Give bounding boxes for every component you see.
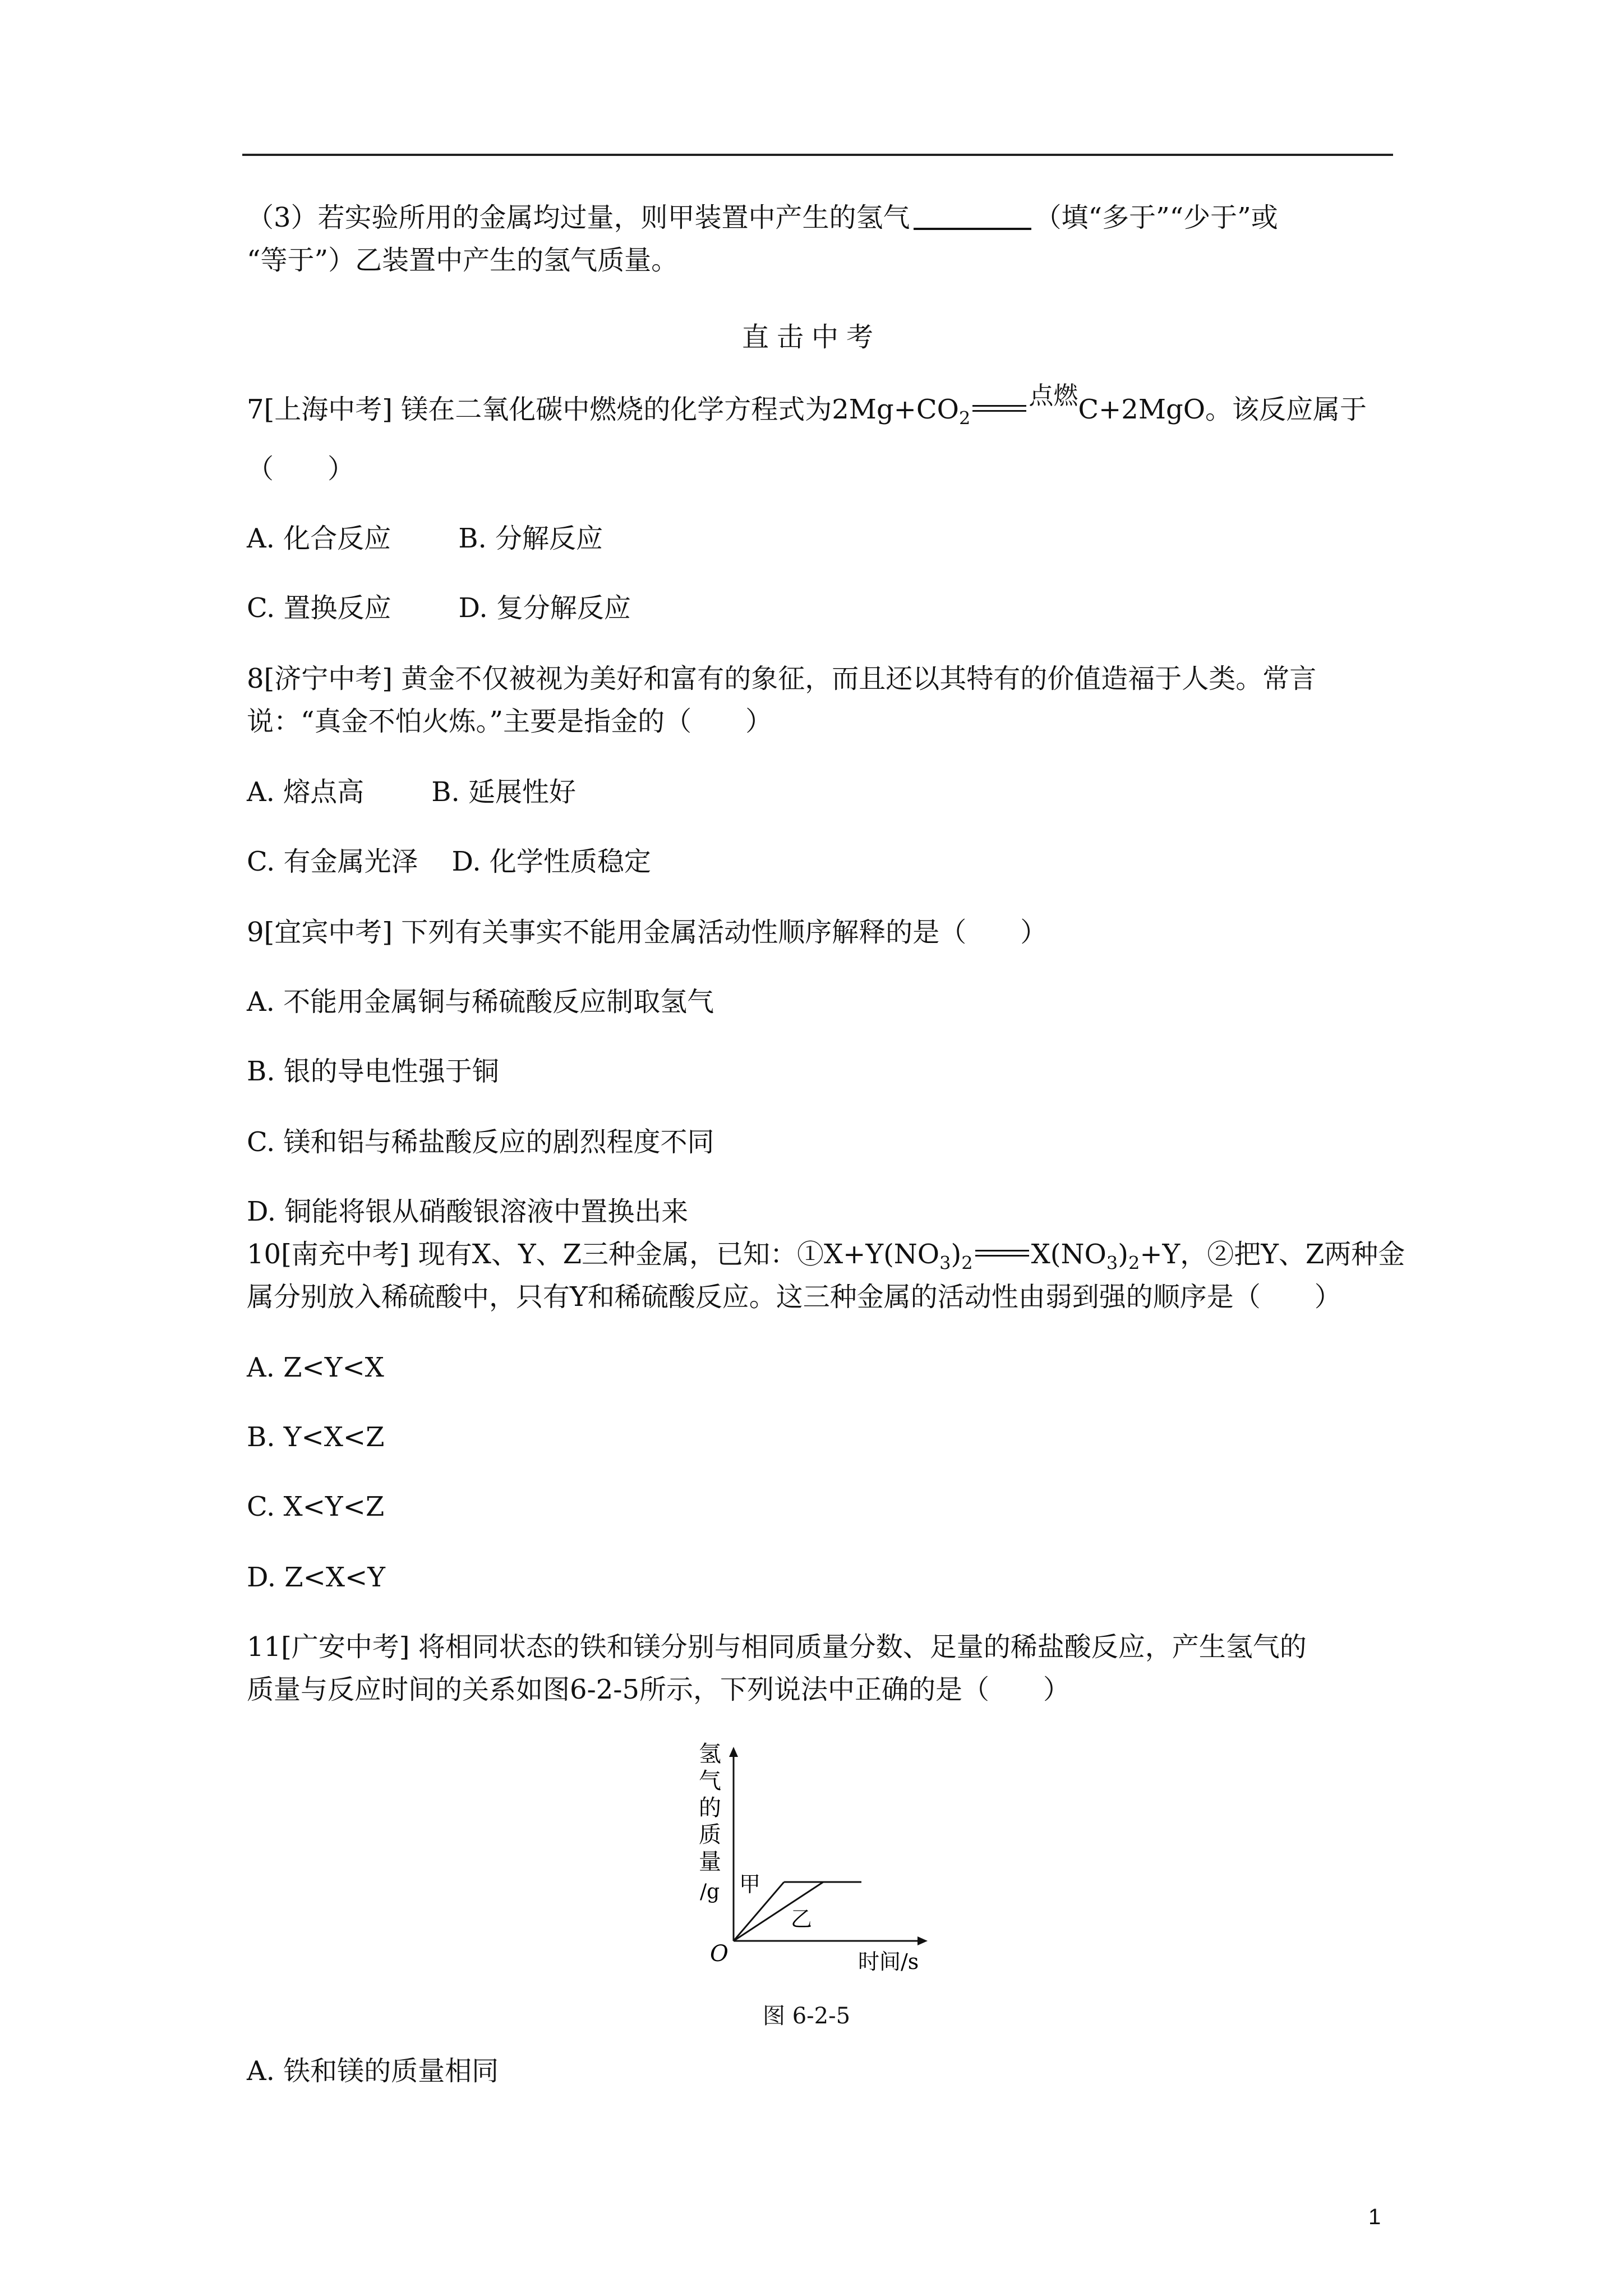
y-label-unit: /g [700,1880,720,1903]
q8-option-d[interactable]: D. 化学性质稳定 [451,846,651,877]
q11-stem-line2: 质量与反应时间的关系如图6-2-5所示，下列说法中正确的是（ ） [247,1674,1071,1705]
q9-option-d[interactable]: D. 铜能将银从硝酸银溶液中置换出来 [247,1196,689,1227]
x-axis-label: 时间/s [858,1949,919,1974]
y-axis-arrow [729,1747,738,1757]
hydrogen-mass-figure [695,1739,942,1991]
page-number: 1 [1368,2205,1381,2229]
q10-text-e: +Y，②把Y、Z两种金 [1140,1239,1405,1270]
q6-part3-prefix: （3）若实验所用的金属均过量，则甲装置中产生的氢气 [247,202,910,233]
q10-text-d: ) [1118,1239,1128,1270]
subscript: 3 [1106,1252,1118,1274]
y-label-char: 量 [699,1849,721,1875]
q8-stem-line1: 8[济宁中考] 黄金不仅被视为美好和富有的象征，而且还以其特有的价值造福于人类。常言 [247,663,1317,694]
q8-option-c[interactable]: C. 有金属光泽 [247,846,418,877]
series-jia-label: 甲 [739,1872,761,1897]
q11-option-a[interactable]: A. 铁和镁的质量相同 [247,2055,499,2087]
section-title: 直击中考 [741,321,881,353]
equation-arrow [975,1250,1029,1257]
q6-part3-line1 [247,201,1278,234]
subscript: 3 [939,1252,951,1274]
q7-stem [247,381,1367,435]
q7-stem-text: 7[上海中考] 镁在二氧化碳中燃烧的化学方程式为2Mg+CO [247,394,959,425]
q6-part3-suffix: （填“多于”“少于”或 [1034,202,1278,233]
q9-option-c[interactable]: C. 镁和铝与稀盐酸反应的剧烈程度不同 [247,1126,714,1158]
subscript: 2 [1128,1252,1140,1274]
figure-caption: 图 6-2-5 [763,2003,851,2029]
q10-option-b[interactable]: B. Y<X<Z [247,1421,385,1453]
series-yi-label: 乙 [791,1907,813,1931]
q7-options-row2 [247,591,631,625]
figure-graph [695,1739,942,1991]
q7-stem-suffix: C+2MgO。该反应属于 [1078,394,1367,425]
q10-text-b: ) [951,1239,962,1270]
header-rule [242,154,1393,156]
q8-option-b[interactable]: B. 延展性好 [431,776,576,808]
q7-option-c[interactable]: C. 置换反应 [247,592,391,624]
q8-options-row1 [247,775,576,809]
q7-option-d[interactable]: D. 复分解反应 [458,592,631,624]
q9-option-b[interactable]: B. 银的导电性强于铜 [247,1056,499,1087]
reaction-condition: 点燃 [1029,381,1078,410]
x-axis-arrow [917,1936,928,1945]
q7-option-b[interactable]: B. 分解反应 [458,523,603,554]
origin-label: O [710,1941,728,1967]
q10-option-a[interactable]: A. Z<Y<X [247,1352,384,1383]
q7-option-a[interactable]: A. 化合反应 [247,523,391,554]
q7-blank: （ ） [247,453,355,485]
q7-options-row1 [247,522,603,555]
q8-options-row2 [247,845,651,878]
y-label-char: 的 [699,1795,721,1821]
q10-option-d[interactable]: D. Z<X<Y [247,1562,385,1593]
y-label-char: 氢 [699,1741,721,1767]
q8-stem-line2: 说：“真金不怕火炼。”主要是指金的（ ） [247,706,773,737]
subscript: 2 [961,1252,973,1274]
q9-stem: 9[宜宾中考] 下列有关事实不能用金属活动性顺序解释的是（ ） [247,917,1048,948]
equation-arrow [972,405,1026,412]
y-label-char: 气 [699,1768,721,1794]
q6-part3-line2: “等于”）乙装置中产生的氢气质量。 [247,245,679,276]
answer-blank[interactable] [914,228,1031,230]
q8-option-a[interactable]: A. 熔点高 [247,776,365,808]
q10-text-a: 10[南充中考] 现有X、Y、Z三种金属，已知：①X+Y(NO [247,1239,940,1270]
q10-option-c[interactable]: C. X<Y<Z [247,1491,385,1522]
subscript: 2 [958,407,971,429]
y-label-char: 质 [699,1822,721,1848]
q10-stem-line2: 属分别放入稀硫酸中，只有Y和稀硫酸反应。这三种金属的活动性由弱到强的顺序是（ ） [247,1281,1341,1313]
q11-stem-line1: 11[广安中考] 将相同状态的铁和镁分别与相同质量分数、足量的稀盐酸反应，产生氢气的 [247,1631,1307,1663]
q10-stem-line1 [247,1237,1405,1280]
q9-option-a[interactable]: A. 不能用金属铜与稀硫酸反应制取氢气 [247,986,714,1018]
q10-text-c: X(NO [1031,1239,1106,1270]
